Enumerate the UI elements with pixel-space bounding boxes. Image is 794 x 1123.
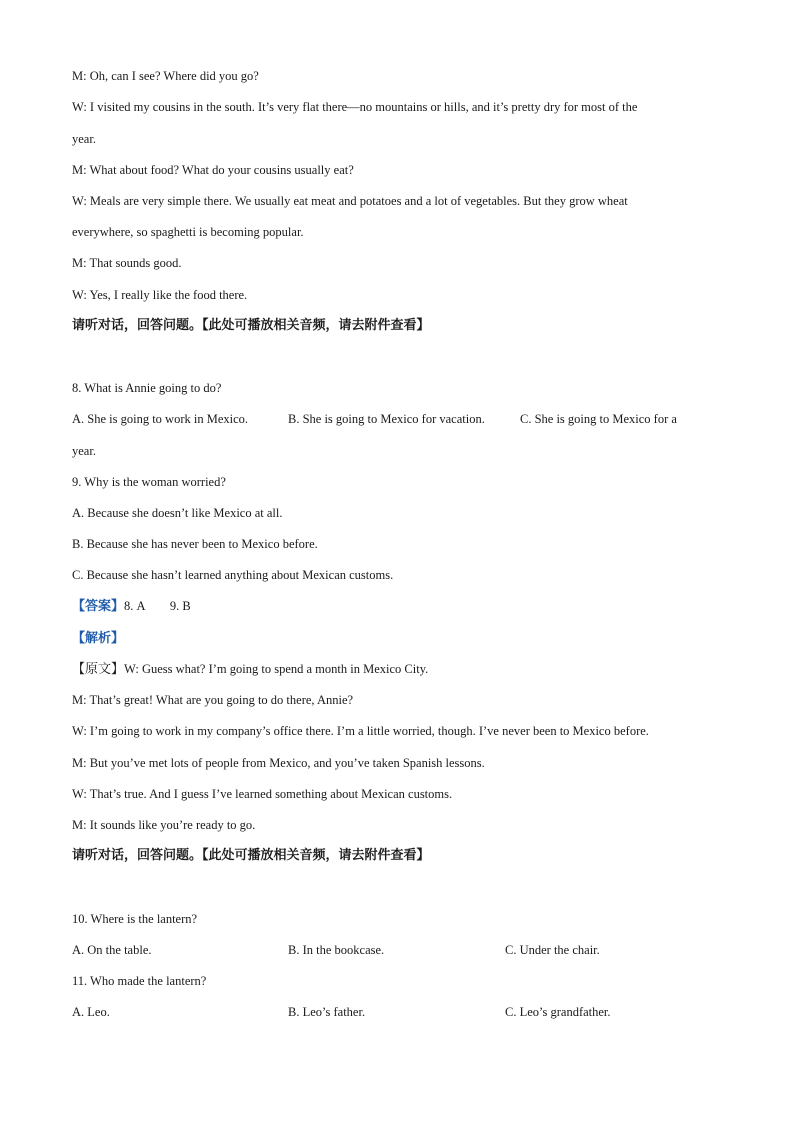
dialogue-line: M: Oh, can I see? Where did you go? <box>72 69 259 83</box>
question-9: 9. Why is the woman worried? <box>72 475 226 489</box>
q8-option-a: A. She is going to work in Mexico. <box>72 412 249 426</box>
answer-text: 8. A 9. B <box>124 599 191 613</box>
answer-label: 【答案】 <box>72 599 125 614</box>
dialogue-line: M: What about food? What do your cousins usually eat? <box>72 163 354 177</box>
q8-option-b: B. She is going to Mexico for vacation. <box>288 412 485 426</box>
dialogue-line: everywhere, so spaghetti is becoming popular. <box>72 225 304 239</box>
dialogue-line: year. <box>72 132 96 146</box>
q10-option-c: C. Under the chair. <box>505 943 600 957</box>
question-11: 11. Who made the lantern? <box>72 974 207 988</box>
dialogue-line: W: Yes, I really like the food there. <box>72 288 248 302</box>
q11-option-b: B. Leo’s father. <box>288 1005 366 1019</box>
q9-option-c: C. Because she hasn’t learned anything about Mexican customs. <box>72 568 394 582</box>
transcript-line: M: That’s great! What are you going to do there, Annie? <box>72 693 354 707</box>
q9-option-a: A. Because she doesn’t like Mexico at all. <box>72 506 283 520</box>
dialogue-line: M: That sounds good. <box>72 256 182 270</box>
transcript-line: W: I’m going to work in my company’s office there. I’m a little worried, though. I’ve never been to Mexico before. <box>72 724 649 738</box>
transcript-line: W: That’s true. And I guess I’ve learned something about Mexican customs. <box>72 787 453 801</box>
transcript-label: 【原文】 <box>72 662 125 677</box>
audio-note[interactable]: 请听对话，回答问题。【此处可播放相关音频，请去附件查看】 <box>72 318 430 333</box>
q11-option-a: A. Leo. <box>72 1005 110 1019</box>
q8-option-c-continued: year. <box>72 444 96 458</box>
q10-option-b: B. In the bookcase. <box>288 943 385 957</box>
dialogue-line: W: Meals are very simple there. We usually eat meat and potatoes and a lot of vegetables. But they grow wheat <box>72 194 628 208</box>
answer-row <box>72 598 191 615</box>
q9-option-b: B. Because she has never been to Mexico before. <box>72 537 318 551</box>
question-10: 10. Where is the lantern? <box>72 912 198 926</box>
dialogue-line: W: I visited my cousins in the south. It’s very flat there—no mountains or hills, and it’s pretty dry for most of the <box>72 100 638 114</box>
analysis-label: 【解析】 <box>72 631 125 646</box>
q11-option-c: C. Leo’s grandfather. <box>505 1005 611 1019</box>
transcript-line: M: But you’ve met lots of people from Mexico, and you’ve taken Spanish lessons. <box>72 756 485 770</box>
transcript-line: M: It sounds like you’re ready to go. <box>72 818 256 832</box>
transcript-line: W: Guess what? I’m going to spend a month in Mexico City. <box>124 662 429 676</box>
audio-note[interactable]: 请听对话，回答问题。【此处可播放相关音频，请去附件查看】 <box>72 848 430 863</box>
q8-option-c: C. She is going to Mexico for a <box>520 412 677 426</box>
question-8: 8. What is Annie going to do? <box>72 381 222 395</box>
transcript-first-row <box>72 661 428 678</box>
q10-option-a: A. On the table. <box>72 943 152 957</box>
analysis-row <box>72 630 124 647</box>
